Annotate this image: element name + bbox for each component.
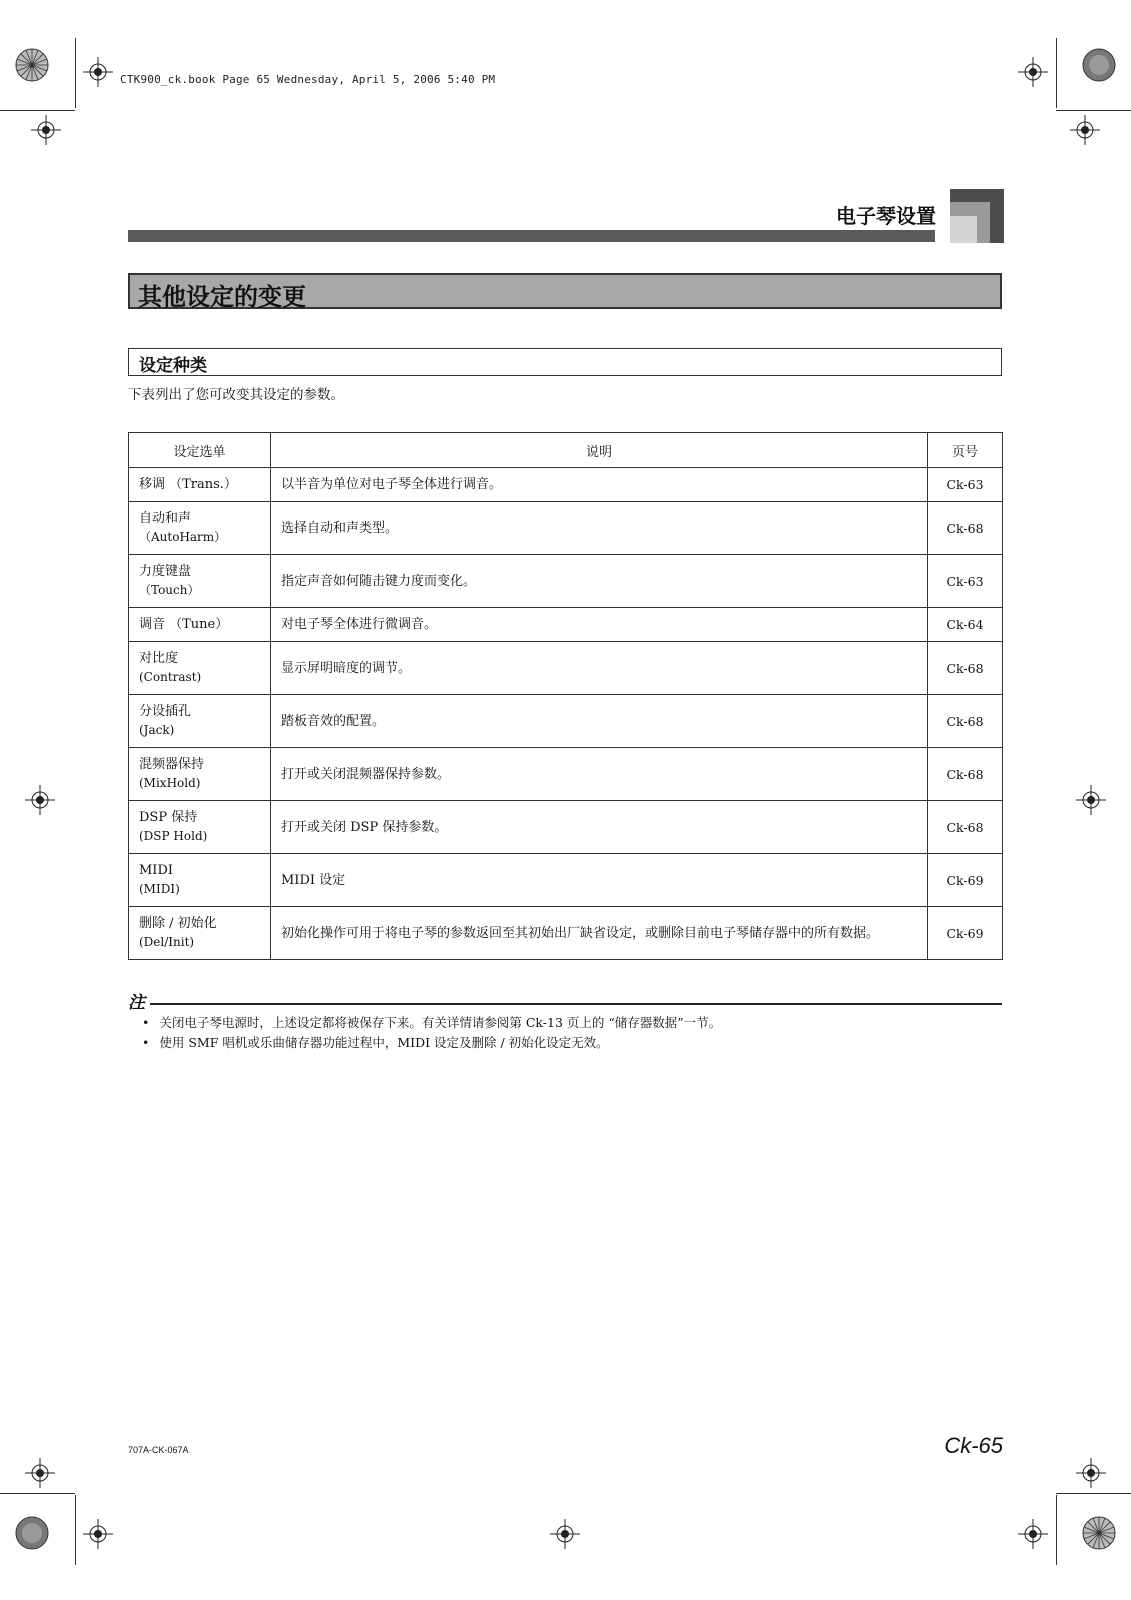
registration-crosshair-icon	[1018, 57, 1048, 87]
setting-description: 对电子琴全体进行微调音。	[271, 608, 928, 642]
setting-name: 移调 （Trans.）	[139, 477, 237, 492]
setting-item	[129, 801, 271, 854]
setting-name: MIDI	[139, 863, 174, 878]
page-reference: Ck-68	[928, 801, 1003, 854]
setting-name: 分设插孔	[139, 704, 192, 719]
column-header-page: 页号	[928, 433, 1003, 468]
note-item: • 使用 SMF 唱机或乐曲储存器功能过程中，MIDI 设定及删除 / 初始化设定无效。	[142, 1033, 721, 1053]
setting-code: (DSP Hold)	[139, 829, 208, 843]
crop-line	[1056, 1495, 1057, 1565]
crop-line	[1056, 38, 1057, 108]
section-header	[128, 273, 1002, 309]
crop-line	[0, 110, 75, 111]
setting-item	[129, 748, 271, 801]
setting-description: 选择自动和声类型。	[271, 502, 928, 555]
note-rule	[150, 1003, 1002, 1005]
setting-code: (MixHold)	[139, 776, 201, 790]
section-title: 其他设定的变更	[138, 283, 306, 311]
registration-crosshair-icon	[83, 57, 113, 87]
setting-description: 踏板音效的配置。	[271, 695, 928, 748]
registration-sunburst-icon	[1082, 48, 1116, 82]
page-reference: Ck-68	[928, 502, 1003, 555]
setting-description: 打开或关闭混频器保持参数。	[271, 748, 928, 801]
setting-item	[129, 642, 271, 695]
page-reference: Ck-63	[928, 468, 1003, 502]
page-reference: Ck-68	[928, 748, 1003, 801]
setting-code: (Contrast)	[139, 670, 202, 684]
registration-sunburst-icon	[15, 48, 49, 82]
table-row	[129, 468, 1003, 502]
file-info: CTK900_ck.book Page 65 Wednesday, April 5, 2006 5:40 PM	[120, 73, 496, 86]
setting-name: 对比度	[139, 651, 179, 666]
column-header-item: 设定选单	[129, 433, 271, 468]
registration-crosshair-icon	[25, 1458, 55, 1488]
subsection-title: 设定种类	[139, 356, 207, 376]
registration-sunburst-icon	[15, 1516, 49, 1550]
chapter-bar	[128, 230, 935, 242]
table-row	[129, 555, 1003, 608]
table-header-row	[129, 433, 1003, 468]
chapter-tab-marker	[950, 216, 977, 243]
setting-description: 打开或关闭 DSP 保持参数。	[271, 801, 928, 854]
crop-line	[1056, 1493, 1131, 1494]
chapter-title: 电子琴设置	[836, 204, 936, 228]
subsection-header	[128, 348, 1002, 376]
registration-crosshair-icon	[25, 785, 55, 815]
setting-name: 自动和声	[139, 511, 192, 526]
setting-code: (Del/Init)	[139, 935, 195, 949]
table-row	[129, 502, 1003, 555]
setting-item	[129, 468, 271, 502]
setting-item	[129, 502, 271, 555]
setting-description: 显示屏明暗度的调节。	[271, 642, 928, 695]
page-number: Ck-65	[944, 1433, 1003, 1458]
setting-code: (Jack)	[139, 723, 175, 737]
note-item: • 关闭电子琴电源时，上述设定都将被保存下来。有关详情请参阅第 Ck-13 页上的 “储存器数据”一节。	[142, 1013, 721, 1033]
page-reference: Ck-64	[928, 608, 1003, 642]
table-row	[129, 907, 1003, 960]
registration-crosshair-icon	[83, 1519, 113, 1549]
registration-crosshair-icon	[1018, 1519, 1048, 1549]
note-list	[142, 1013, 721, 1053]
setting-description: 以半音为单位对电子琴全体进行调音。	[271, 468, 928, 502]
crop-line	[75, 1495, 76, 1565]
setting-description: MIDI 设定	[271, 854, 928, 907]
page-reference: Ck-68	[928, 695, 1003, 748]
setting-name: 删除 / 初始化	[139, 916, 217, 931]
setting-description: 指定声音如何随击键力度而变化。	[271, 555, 928, 608]
crop-line	[75, 38, 76, 108]
table-row	[129, 642, 1003, 695]
crop-line	[1056, 110, 1131, 111]
setting-item	[129, 907, 271, 960]
registration-crosshair-icon	[550, 1519, 580, 1549]
setting-name: 调音 （Tune）	[139, 617, 229, 632]
setting-description: 初始化操作可用于将电子琴的参数返回至其初始出厂缺省设定，或删除目前电子琴储存器中的所有数据。	[271, 907, 928, 960]
page-reference: Ck-68	[928, 642, 1003, 695]
setting-code: （Touch）	[139, 583, 200, 597]
registration-sunburst-icon	[1082, 1516, 1116, 1550]
crop-line	[0, 1493, 75, 1494]
setting-item	[129, 695, 271, 748]
setting-name: DSP 保持	[139, 810, 198, 825]
page-reference: Ck-63	[928, 555, 1003, 608]
page-reference: Ck-69	[928, 854, 1003, 907]
setting-name: 力度键盘	[139, 564, 192, 579]
intro-text: 下表列出了您可改变其设定的参数。	[128, 387, 344, 403]
footer-code: 707A-CK-067A	[128, 1445, 189, 1455]
table-row	[129, 748, 1003, 801]
registration-crosshair-icon	[1070, 115, 1100, 145]
table-row	[129, 695, 1003, 748]
setting-item	[129, 555, 271, 608]
setting-name: 混频器保持	[139, 757, 205, 772]
table-row	[129, 801, 1003, 854]
table-row	[129, 854, 1003, 907]
setting-item	[129, 854, 271, 907]
settings-table	[128, 432, 1003, 960]
table-row	[129, 608, 1003, 642]
setting-code: （AutoHarm）	[139, 530, 227, 544]
registration-crosshair-icon	[1076, 785, 1106, 815]
registration-crosshair-icon	[31, 115, 61, 145]
note-label: 注	[128, 993, 145, 1013]
setting-item	[129, 608, 271, 642]
registration-crosshair-icon	[1076, 1458, 1106, 1488]
page-reference: Ck-69	[928, 907, 1003, 960]
column-header-description: 说明	[271, 433, 928, 468]
setting-code: (MIDI)	[139, 882, 180, 896]
